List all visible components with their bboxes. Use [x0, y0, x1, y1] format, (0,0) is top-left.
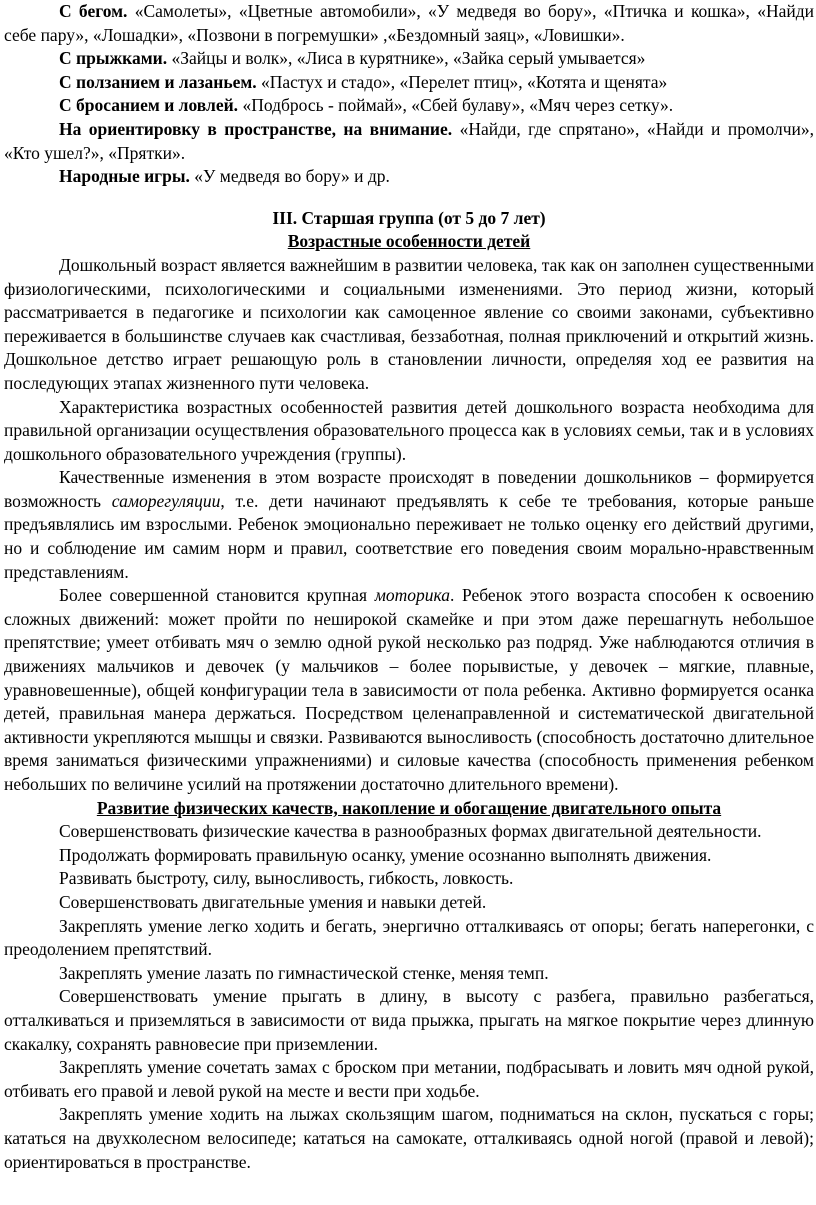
- games-throwing-label: С бросанием и ловлей.: [59, 95, 239, 116]
- games-jumping-label: С прыжками.: [59, 48, 168, 69]
- games-folk: [4, 165, 814, 189]
- development-item: Развивать быстроту, силу, выносливость, гибкость, ловкость.: [59, 868, 514, 889]
- section-subtitle: Возрастные особенности детей: [287, 231, 531, 252]
- games-crawling-label: С ползанием и лазаньем.: [59, 71, 257, 92]
- development-item: Закреплять умение лазать по гимнастической стенке, меняя темп.: [59, 962, 549, 983]
- development-heading: Развитие физических качеств, накопление и обогащение двигательного опыта: [96, 797, 722, 818]
- term-motor-skills: моторика: [374, 585, 450, 606]
- games-running-text: «Самолеты», «Цветные автомобили», «У медведя во бору», «Птичка и кошка», «Найди себе пару», «Лошадки», «Позвони в погремушки» ,«Бездомный заяц», «Ловишки».: [4, 1, 814, 45]
- development-item: Закреплять умение сочетать замах с броском при метании, подбрасывать и ловить мяч одной рукой, отбивать его правой и левой рукой на месте и вести при ходьбе.: [4, 1057, 814, 1101]
- section-gap: [4, 189, 814, 207]
- development-item: Совершенствовать физические качества в разнообразных формах двигательной деятельности.: [59, 821, 762, 842]
- games-running: [4, 0, 814, 47]
- games-throwing: [4, 94, 814, 118]
- games-orientation: [4, 118, 814, 165]
- games-orientation-label: На ориентировку в пространстве, на внимание.: [59, 118, 453, 139]
- paragraph-characteristics: Характеристика возрастных особенностей развития детей дошкольного возраста необходима для правильной организации осуществления образовательного процесса как в условиях семьи, так и в условиях дошкольного образовательного учреждения (группы).: [4, 396, 814, 464]
- games-folk-label: Народные игры.: [59, 166, 190, 187]
- paragraph-self-regulation: Качественные изменения в этом возрасте происходят в поведении дошкольников – формируется возможность саморегуляции, т.е. дети начинают предъявлять к себе те требования, которые раньше предъявлялись им взрослыми. Ребенок эмоционально переживает не только оценку его действий другими, но и соблюдение им самим норм и правил, соответствие его поведения своим морально-нравственным представлениям.: [4, 467, 814, 582]
- development-item: Закреплять умение ходить на лыжах скользящим шагом, подниматься на склон, пускаться с горы; кататься на двухколесном велосипеде; кататься на самокате, отталкиваясь одной ногой (правой и левой); ориентироваться в пространстве.: [4, 1104, 814, 1172]
- games-folk-text: «У медведя во бору» и др.: [189, 166, 390, 187]
- games-crawling-text: «Пастух и стадо», «Перелет птиц», «Котята и щенята»: [256, 71, 668, 92]
- section-title: III. Старшая группа (от 5 до 7 лет): [272, 207, 546, 228]
- games-jumping: [4, 47, 814, 71]
- term-self-regulation: саморегуляции: [111, 490, 221, 511]
- development-item: Совершенствовать двигательные умения и навыки детей.: [59, 891, 487, 912]
- games-throwing-text: «Подбрось - поймай», «Сбей булаву», «Мяч через сетку».: [238, 95, 674, 116]
- paragraph-motor-skills: Более совершенной становится крупная моторика. Ребенок этого возраста способен к освоению сложных движений: может пройти по неширокой скамейке и при этом даже перешагнуть небольшое препятствие; умеет отбивать мяч о землю одной рукой несколько раз подряд. Уже наблюдаются отличия в движениях мальчиков и девочек (у мальчиков – более порывистые, у девочек – мягкие, плавные, уравновешенные), общей конфигурации тела в зависимости от пола ребенка. Активно формируется осанка детей, правильная манера держаться. Посредством целенаправленной и систематической двигательной активности укрепляются мышцы и связки. Развиваются выносливость (способность достаточно длительное время заниматься физическими упражнениями) и силовые качества (способность применения ребенком небольших по величине усилий на протяжении достаточно длительного времени).: [4, 585, 814, 794]
- games-jumping-text: «Зайцы и волк», «Лиса в курятнике», «Зайка серый умывается»: [167, 48, 646, 69]
- games-running-label: С бегом.: [59, 1, 128, 21]
- development-item: Совершенствовать умение прыгать в длину, в высоту с разбега, правильно разбегаться, отталкиваться и приземляться в зависимости от вида прыжка, прыгать на мягкое покрытие через длинную скакалку, сохранять равновесие при приземлении.: [4, 986, 814, 1054]
- paragraph-preschool-age: Дошкольный возраст является важнейшим в развитии человека, так как он заполнен существенными физиологическими, психологическими и социальными изменениями. Это период жизни, который рассматривается в педагогике и психологии как самоценное явление со своими законами, субъективно переживается в большинстве случаев как счастливая, беззаботная, полная приключений и открытий жизнь. Дошкольное детство играет решающую роль в становлении личности, определяя ход ее развития на последующих этапах жизненного пути человека.: [4, 254, 814, 393]
- games-crawling: [4, 71, 814, 95]
- development-item: Закреплять умение легко ходить и бегать, энергично отталкиваясь от опоры; бегать наперегонки, с преодолением препятствий.: [4, 915, 814, 960]
- games-orientation-text: «Найди, где спрятано», «Найди и промолчи», «Кто ушел?», «Прятки».: [4, 118, 814, 163]
- development-item: Продолжать формировать правильную осанку, умение осознанно выполнять движения.: [59, 844, 712, 865]
